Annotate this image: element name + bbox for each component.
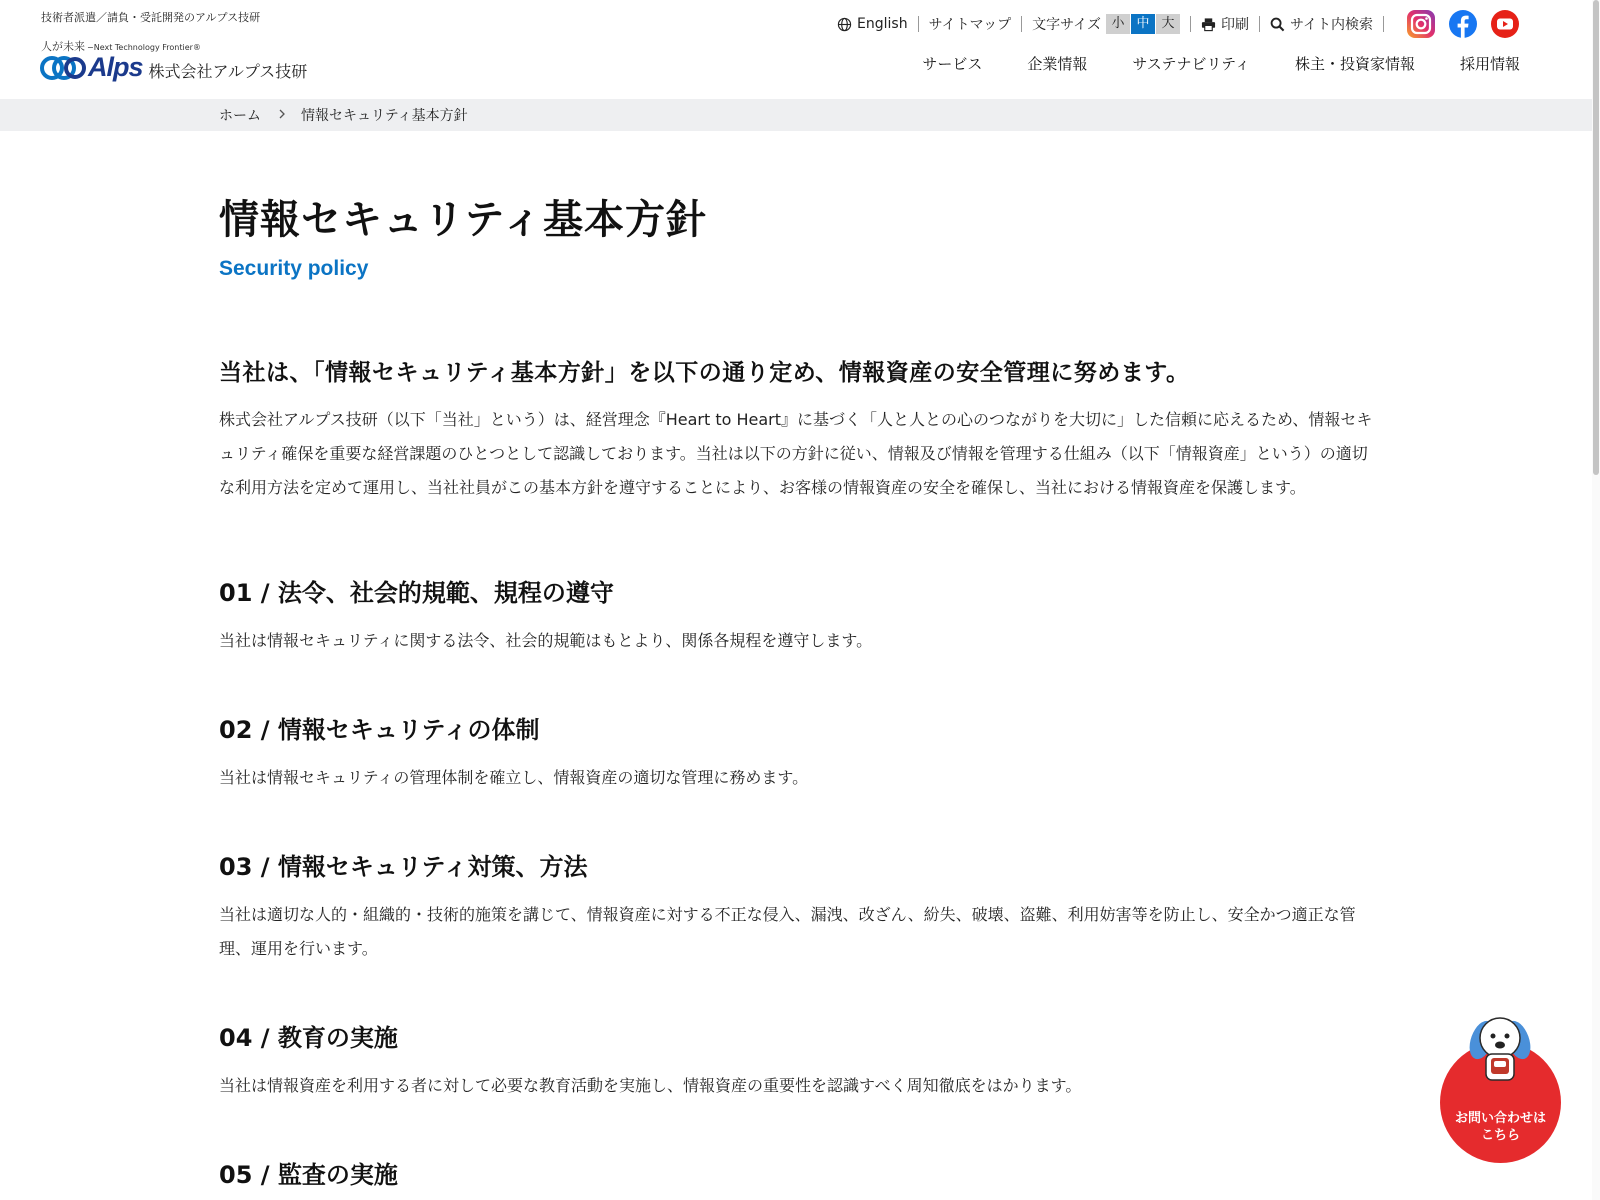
policy-lead: 当社は、「情報セキュリティ基本方針」を以下の通り定め、情報資産の安全管理に努めます。 xyxy=(219,360,1190,386)
main-content xyxy=(219,131,1379,1190)
gnav-item-services[interactable]: サービス xyxy=(922,55,983,73)
page-title: 情報セキュリティ基本方針 xyxy=(219,197,707,243)
policy-section-03 xyxy=(219,847,1379,966)
sitemap-link[interactable] xyxy=(919,16,1022,32)
policy-section-01 xyxy=(219,573,1379,658)
instagram-icon[interactable] xyxy=(1406,9,1436,39)
section-heading: 05 / 監査の実施 xyxy=(219,1161,398,1189)
gnav-item-recruit[interactable]: 採用情報 xyxy=(1459,55,1520,73)
logo-alps-text: Alps xyxy=(88,52,143,82)
policy-intro: 株式会社アルプス技研（以下「当社」という）は、経営理念『Heart to Heart』に基づく「人と人との心のつながりを大切に」した信頼に応えるため、情報セキュリティ確保を重要な経営課題のひとつとして認識しております。当社は以下の方針に従い、情報及び情報を管理する仕組み（以下「情報資産」という）の適切な利用方法を定めて運用し、当社社員がこの基本方針を遵守することにより、お客様の情報資産の安全を確保し、当社における情報資産を保護します。 xyxy=(219,410,1373,497)
policy-section-05 xyxy=(219,1155,1379,1190)
sitemap-label: サイトマップ xyxy=(928,17,1012,33)
youtube-icon[interactable] xyxy=(1490,9,1520,39)
slogan-sub: −Next Technology Frontier® xyxy=(87,43,201,52)
site-logo[interactable] xyxy=(40,52,307,83)
contact-label-line2: こちら xyxy=(1480,1128,1520,1143)
section-body: 当社は情報セキュリティの管理体制を確立し、情報資産の適切な管理に務めます。 xyxy=(219,768,809,787)
page-scrollbar[interactable] xyxy=(1592,0,1600,1200)
contact-label-line1: お問い合わせは xyxy=(1454,1111,1546,1126)
header-tagline: 技術者派遣／請負・受託開発のアルプス技研 xyxy=(41,11,261,24)
section-heading: 01 / 法令、社会的規範、規程の遵守 xyxy=(219,579,614,607)
policy-section-02 xyxy=(219,710,1379,795)
section-body: 当社は情報資産を利用する者に対して必要な教育活動を実施し、情報資産の重要性を認識すべく周知徹底をはかります。 xyxy=(219,1076,1082,1095)
breadcrumb-current: 情報セキュリティ基本方針 xyxy=(301,108,468,124)
print-label: 印刷 xyxy=(1220,17,1249,33)
contact-label xyxy=(1440,1110,1561,1144)
breadcrumb-home-link[interactable]: ホーム xyxy=(219,108,261,124)
globe-icon xyxy=(837,17,852,32)
gnav-item-company[interactable]: 企業情報 xyxy=(1027,55,1088,73)
policy-section-04 xyxy=(219,1018,1379,1103)
sns-links xyxy=(1394,9,1520,39)
facebook-icon[interactable] xyxy=(1448,9,1478,39)
site-header xyxy=(0,0,1600,100)
gnav-item-sustainability[interactable]: サステナビリティ xyxy=(1132,55,1250,73)
page-subtitle: Security policy xyxy=(219,257,369,280)
printer-icon xyxy=(1201,17,1216,32)
section-body: 当社は適切な人的・組織的・技術的施策を講じて、情報資産に対する不正な侵入、漏洩、改ざん、紛失、破壊、盗難、利用妨害等を防止し、安全かつ適正な管理、運用を行います。 xyxy=(219,905,1356,958)
logo-mark-icon xyxy=(40,55,86,81)
utility-nav xyxy=(827,11,1520,37)
global-nav xyxy=(877,53,1520,74)
gnav-item-ir[interactable]: 株主・投資家情報 xyxy=(1294,55,1415,73)
mascot-dog-icon[interactable] xyxy=(1460,1010,1540,1086)
section-heading: 03 / 情報セキュリティ対策、方法 xyxy=(219,853,588,881)
font-size-small-button[interactable]: 小 xyxy=(1106,14,1130,34)
section-body: 当社は情報セキュリティに関する法令、社会的規範はもとより、関係各規程を遵守します。 xyxy=(219,631,873,650)
font-size-label: 文字サイズ xyxy=(1032,17,1101,33)
section-heading: 04 / 教育の実施 xyxy=(219,1024,398,1052)
slogan-text: 人が未来 xyxy=(41,40,85,53)
search-label: サイト内検索 xyxy=(1289,17,1373,33)
font-size-large-button[interactable]: 大 xyxy=(1156,14,1180,34)
english-label: English xyxy=(857,16,908,32)
font-size-medium-button[interactable]: 中 xyxy=(1131,14,1155,34)
section-heading: 02 / 情報セキュリティの体制 xyxy=(219,716,540,744)
font-size-control xyxy=(1022,16,1191,32)
site-search-button[interactable] xyxy=(1260,16,1384,32)
scrollbar-thumb[interactable] xyxy=(1593,0,1599,475)
search-icon xyxy=(1270,17,1285,32)
breadcrumb xyxy=(0,99,1600,131)
logo-company-name: 株式会社アルプス技研 xyxy=(148,62,308,81)
print-button[interactable] xyxy=(1191,16,1260,32)
english-link[interactable] xyxy=(827,16,919,32)
chevron-right-icon xyxy=(278,108,286,123)
